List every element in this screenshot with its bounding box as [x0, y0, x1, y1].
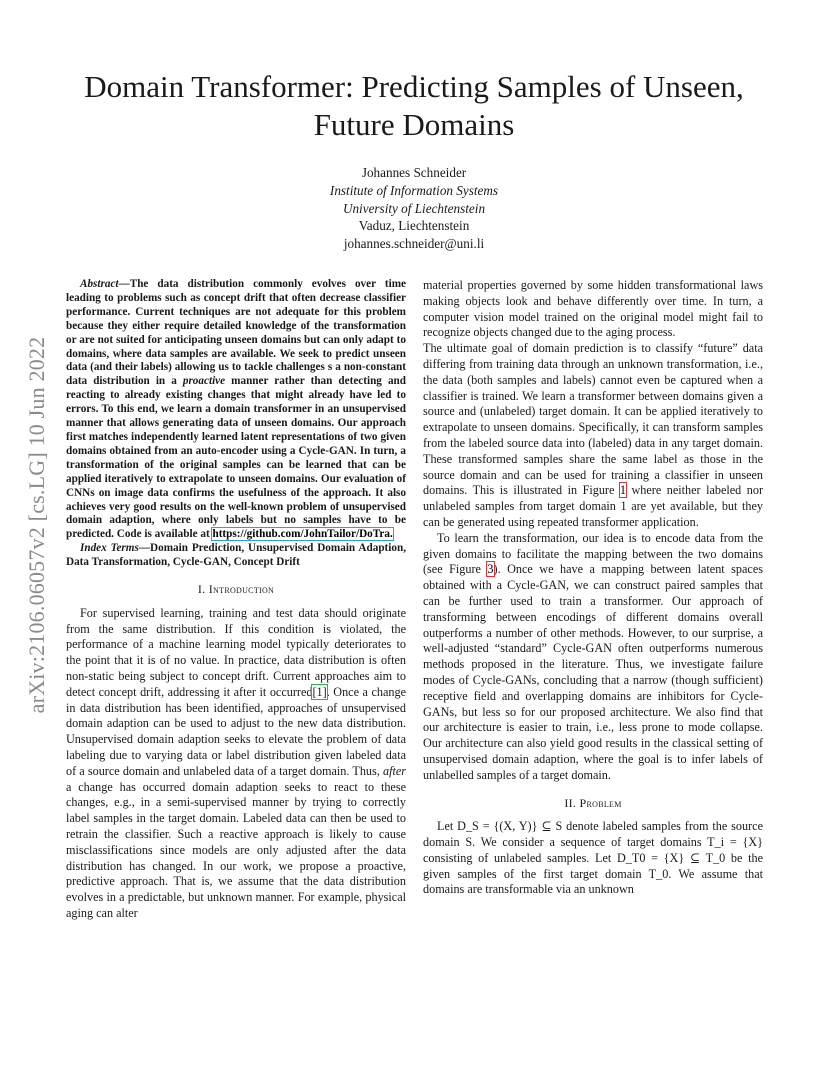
citation-link[interactable]: [1]: [312, 684, 327, 699]
index-terms-label: Index Terms: [80, 542, 139, 555]
index-terms-text: —Domain Prediction, Unsupervised Domain Adaption, Data Transformation, Cycle-GAN, Concept Drift: [66, 542, 406, 569]
abstract: [66, 278, 406, 542]
paper-title: Domain Transformer: Predicting Samples of Unseen, Future Domains: [84, 69, 744, 142]
right-paragraph-2: [423, 341, 763, 531]
intro-paragraph: [66, 606, 406, 922]
left-column: [66, 278, 406, 922]
abstract-label: Abstract: [80, 278, 119, 290]
author-affiliation-2: University of Liechtenstein: [342, 200, 486, 216]
figure-1-link[interactable]: 1: [619, 483, 626, 498]
figure-3-link[interactable]: 3: [487, 562, 494, 577]
right-text-2a: The ultimate goal of domain prediction is to classify “future” data differing from training data through an unknown transformation, i.e., the data (both samples and labels) cannot even be captured when a classifier is trained. We learn a transformer between domains given a source and (unlabeled) target domain. It can be applied iteratively to extrapolate to unseen domains. Specifically, it can transform samples from the labeled source data into (labeled) data in any target domain. These transformed samples share the same label as those in the source domain and can be used for training a classifier in unseen domains. This is illustrated in Figure: [423, 341, 763, 498]
author-location: Vaduz, Liechtenstein: [358, 218, 470, 234]
intro-text-2: . Once a change in data distribution has been identified, approaches of unsupervised domain adaption can be used to adjust to the new data distribution. Unsupervised domain adaption seeks to elevate the problem of data labeling due to varying data or label distribution given labeled data of a source domain and unlabeled data of a target domain. Thus,: [66, 684, 407, 778]
abstract-proactive: proactive: [182, 375, 226, 388]
section-heading-introduction: I. Introduction: [197, 582, 275, 597]
section-heading-problem: II. Problem: [564, 795, 622, 810]
index-terms: [66, 542, 406, 570]
author-affiliation-1: Institute of Information Systems: [329, 182, 499, 198]
right-text-3b: ). Once we have a mapping between latent spaces obtained with a Cycle-GAN, we can construct paired samples that can be further used to train a transformer. Our approach of transforming between encodings of different domains overall outperforms a number of other methods. However, to our surprise, a well-adjusted “standard” Cycle-GAN often outperforms numerous methods proposed in the literature. Thus, we investigate failure modes of Cycle-GANs, concluding that a narrow (though sufficient) receptive field and overlapping domains are inhibitors for Cycle-GANs, but less so for our proposed architecture. We also find that our architecture is easier to train, i.e., less prone to mode collapse. Our architecture can also yield good results in the classical setting of unsupervised domain adaption, where the goal is to infer labels of unlabelled samples of a target domain.: [423, 562, 763, 782]
author-email[interactable]: johannes.schneider@uni.li: [343, 236, 485, 252]
right-text-3a: To learn the transformation, our idea is to encode data from the given domains to facilitate the mapping between the two domains (see Figure: [423, 530, 763, 577]
author-block: [70, 164, 758, 253]
author-name: Johannes Schneider: [361, 165, 467, 180]
intro-text-3: a change has occurred domain adaption seeks to react to these changes, e.g., in a semi-supervised manner by trying to correctly label samples in the target domain. Labeled data can then be used to retrain the classifier. Such a reactive approach is likely to cause misclassifications since models are only adjusted after the data distribution has changed. In our work, we propose a proactive, predictive approach. That is, we assume that the data distribution evolves in a predictable, but unknown manner. For example, physical aging can alter: [66, 779, 406, 920]
right-paragraph-3: [423, 531, 763, 784]
code-link[interactable]: https://github.com/JohnTailor/DoTra.: [212, 528, 393, 541]
arxiv-stamp-text: arXiv:2106.06057v2 [cs.LG] 10 Jun 2022: [24, 336, 49, 714]
intro-after: after: [382, 763, 406, 778]
problem-paragraph: Let D_S = {(X, Y)} ⊆ S denote labeled samples from the source domain S. We consider a sequence of target domains T_i = {X} consisting of unlabeled samples. Let D_T0 = {X} ⊆ T_0 be the given samples of the first target domain T_0. We assume that domains are transformable via an unknown: [423, 819, 763, 897]
arxiv-stamp: [22, 290, 52, 760]
right-paragraph-1: material properties governed by some hidden transformational laws making objects look and behave differently over time. In turn, a computer vision model trained on the original model might fail to recognize objects changed due to the aging process.: [423, 278, 763, 340]
abstract-text-1: —The data distribution commonly evolves over time leading to problems such as concept drift that often decrease classifier performance. Current techniques are not adequate for this problem because they either require detailed knowledge of the transformation or are not suited for anticipating unseen domains but can only adapt to domains, where data samples are available. We seek to predict unseen data (and their labels) allowing us to tackle challenges s a non-constant data distribution in a: [66, 278, 406, 388]
right-text-2b: where neither labeled nor unlabeled samples from target domain 1 are yet available, but they can be generated using repeated transformer application.: [423, 483, 763, 529]
right-column: [423, 278, 763, 898]
abstract-text-2: manner rather than detecting and reacting to already existing changes that might already have led to errors. To this end, we learn a domain transformer in an unsupervised manner that allows generating data of unseen domains. Our approach first matches independently learned latent representations of two given domains obtained from an auto-encoder using a Cycle-GAN. In turn, a transformation of the original samples can be learned that can be applied iteratively to extrapolate to unseen domains. Our evaluation of CNNs on image data confirms the usefulness of the approach. It also achieves very good results on the well-known problem of unsupervised domain adaption, where only labels but no samples have to be predicted. Code is available at: [66, 375, 406, 541]
intro-text-1: For supervised learning, training and test data should originate from the same distribution. If this condition is violated, the performance of a machine learning model typically deteriorates to the point that it is of no value. In practice, data distribution is often non-static being subject to concept drift. Current approaches aim to detect concept drift, addressing it after it occurred: [66, 605, 406, 699]
